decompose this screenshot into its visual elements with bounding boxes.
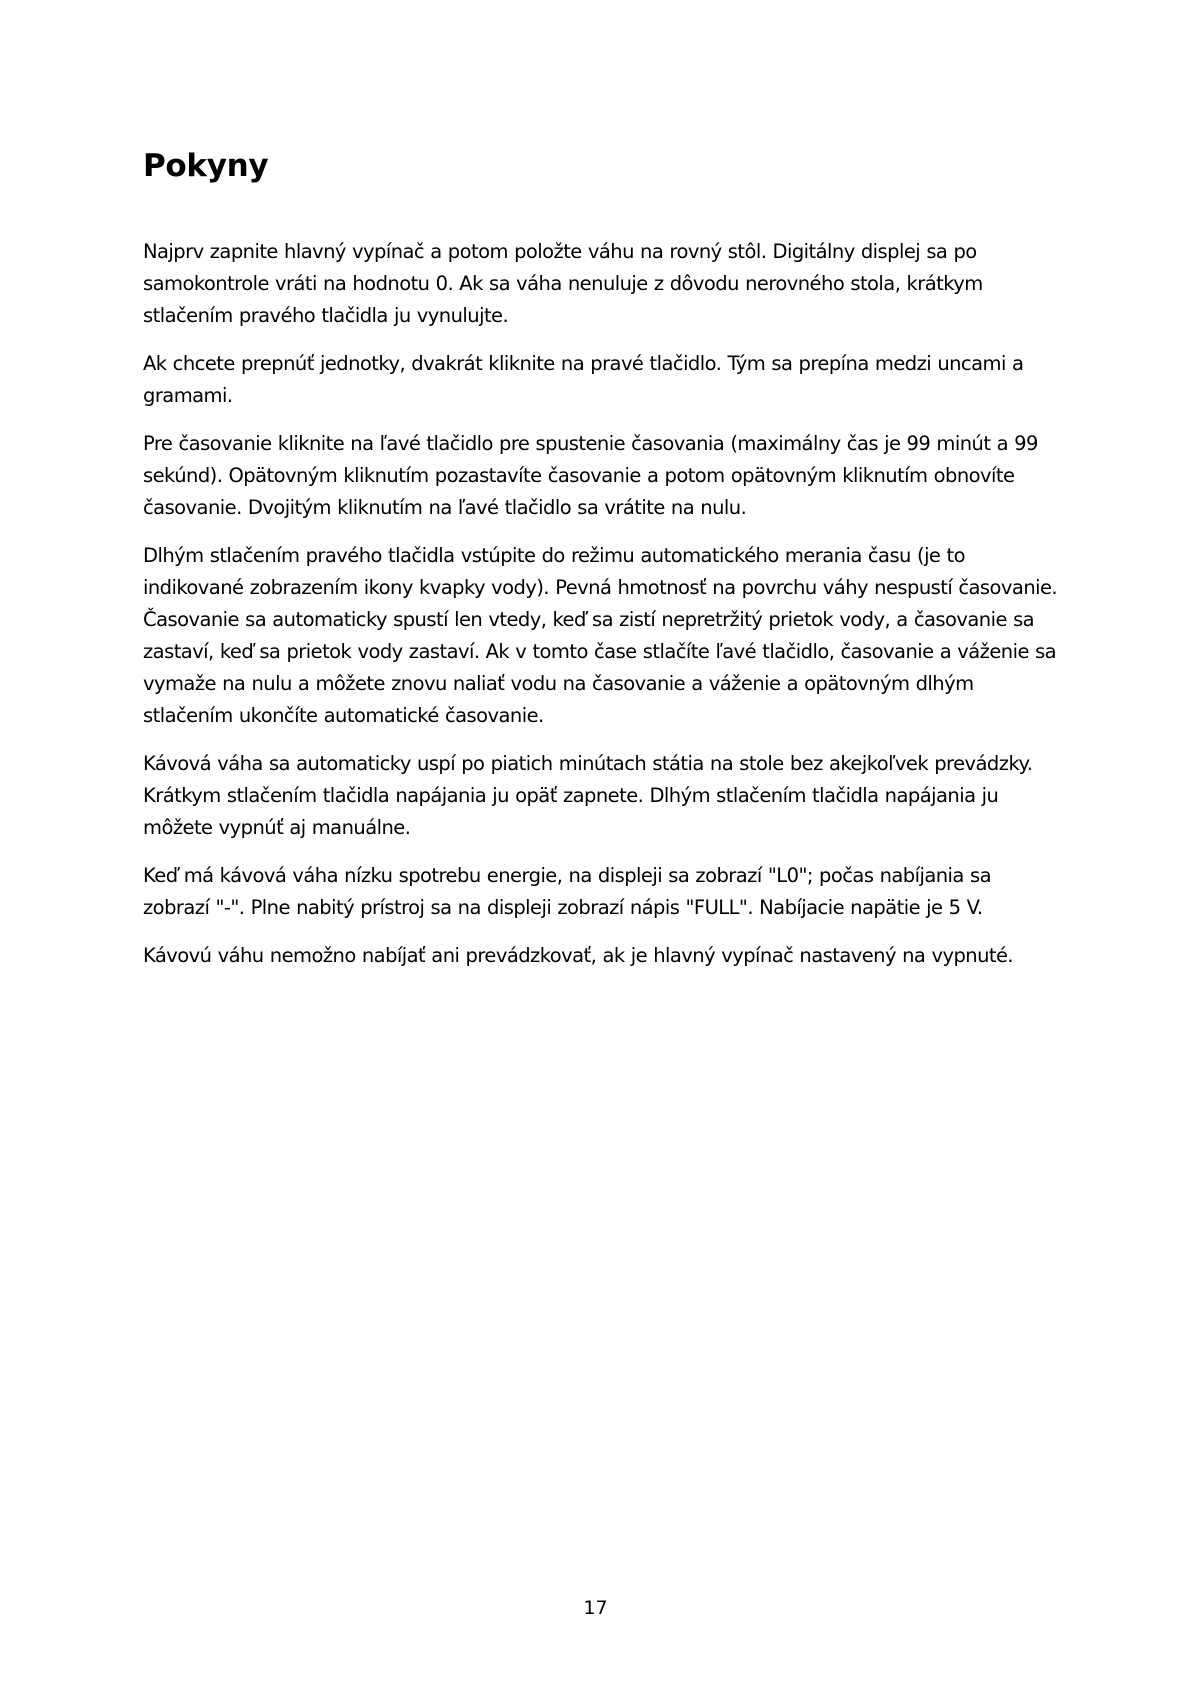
section-heading: Pokyny	[143, 148, 269, 184]
paragraph-main-switch: Kávovú váhu nemožno nabíjať ani prevádzkovať, ak je hlavný vypínač nastavený na vypnuté.	[143, 944, 1014, 967]
page-number: 17	[583, 1597, 608, 1619]
paragraph-power-on: Najprv zapnite hlavný vypínač a potom položte váhu na rovný stôl. Digitálny displej sa po samokontrole vráti na hodnotu 0. Ak sa váha nenuluje z dôvodu nerovného stola, krátkym stlačením pravého tlačidla ju vynulujte.	[143, 240, 983, 327]
paragraph-units: Ak chcete prepnúť jednotky, dvakrát kliknite na pravé tlačidlo. Tým sa prepína medzi uncami a gramami.	[143, 352, 1024, 407]
paragraph-sleep: Kávová váha sa automaticky uspí po piatich minútach státia na stole bez akejkoľvek prevádzky. Krátkym stlačením tlačidla napájania ju opäť zapnete. Dlhým stlačením tlačidla napájania ju môžete vypnúť aj manuálne.	[143, 752, 1033, 839]
paragraph-auto-timing: Dlhým stlačením pravého tlačidla vstúpite do režimu automatického merania času (je to indikované zobrazením ikony kvapky vody). Pevná hmotnosť na povrchu váhy nespustí časovanie. Časovanie sa automaticky spustí len vtedy, keď sa zistí nepretržitý prietok vody, a časovanie sa zastaví, keď sa prietok vody zastaví. Ak v tomto čase stlačíte ľavé tlačidlo, časovanie a váženie sa vymaže na nulu a môžete znovu naliať vodu na časovanie a váženie a opätovným dlhým stlačením ukončíte automatické časovanie.	[143, 544, 1058, 727]
instructions-body	[143, 236, 1063, 988]
paragraph-charging: Keď má kávová váha nízku spotrebu energie, na displeji sa zobrazí "L0"; počas nabíjania sa zobrazí "-". Plne nabitý prístroj sa na displeji zobrazí nápis "FULL". Nabíjacie napätie je 5 V.	[143, 864, 991, 919]
paragraph-timing: Pre časovanie kliknite na ľavé tlačidlo pre spustenie časovania (maximálny čas je 99 minút a 99 sekúnd). Opätovným kliknutím pozastavíte časovanie a potom opätovným kliknutím obnovíte časovanie. Dvojitým kliknutím na ľavé tlačidlo sa vrátite na nulu.	[143, 432, 1038, 519]
